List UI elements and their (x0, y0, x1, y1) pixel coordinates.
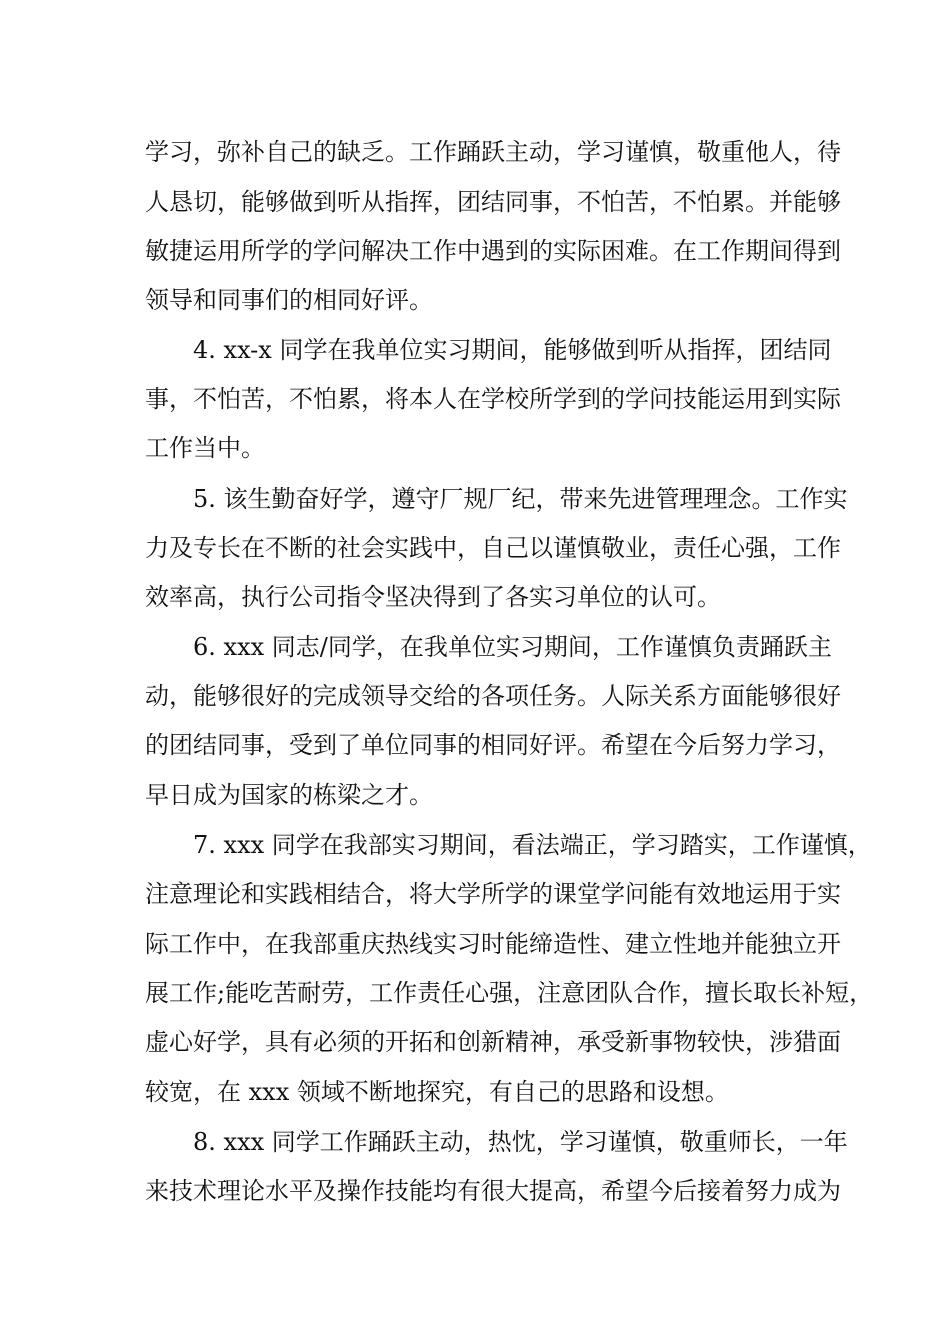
paragraph-line: 际工作中，在我部重庆热线实习时能缔造性、建立性地并能独立开 (145, 930, 841, 958)
paragraph-line: 4. xx-x 同学在我单位实习期间，能够做到听从指挥，团结同 (193, 336, 832, 364)
paragraph-line: 人恳切，能够做到听从指挥，团结同事，不怕苦，不怕累。并能够 (145, 188, 841, 216)
paragraph-line: 展工作;能吃苦耐劳，工作责任心强，注意团队合作，擅长取长补短， (145, 979, 874, 1007)
paragraph-line: 事，不怕苦，不怕累，将本人在学校所学到的学问技能运用到实际 (145, 385, 841, 413)
paragraph-line: 虚心好学，具有必须的开拓和创新精神，承受新事物较快，涉猎面 (145, 1028, 841, 1056)
paragraph-line: 5. 该生勤奋好学，遵守厂规厂纪，带来先进管理理念。工作实 (193, 485, 848, 513)
paragraph-line: 的团结同事，受到了单位同事的相同好评。希望在今后努力学习， (145, 731, 841, 759)
paragraph-line: 学习，弥补自己的缺乏。工作踊跃主动，学习谨慎，敬重他人，待 (145, 138, 841, 166)
paragraph-line: 注意理论和实践相结合，将大学所学的课堂学问能有效地运用于实 (145, 880, 841, 908)
paragraph-line: 力及专长在不断的社会实践中，自己以谨慎敬业，责任心强，工作 (145, 534, 841, 562)
paragraph-line: 较宽，在 xxx 领域不断地探究，有自己的思路和设想。 (145, 1078, 729, 1106)
paragraph-line: 来技术理论水平及操作技能均有很大提高，希望今后接着努力成为 (145, 1177, 841, 1205)
paragraph-line: 敏捷运用所学的学问解决工作中遇到的实际困难。在工作期间得到 (145, 237, 841, 265)
paragraph-line: 早日成为国家的栋梁之才。 (145, 781, 433, 809)
paragraph-line: 效率高，执行公司指令坚决得到了各实习单位的认可。 (145, 583, 721, 611)
paragraph-line: 工作当中。 (145, 434, 265, 462)
paragraph-line: 领导和同事们的相同好评。 (145, 286, 433, 314)
paragraph-line: 7. xxx 同学在我部实习期间，看法端正，学习踏实，工作谨慎， (193, 831, 872, 859)
paragraph-line: 8. xxx 同学工作踊跃主动，热忱，学习谨慎，敬重师长，一年 (193, 1128, 848, 1156)
paragraph-line: 6. xxx 同志/同学，在我单位实习期间，工作谨慎负责踊跃主 (193, 633, 832, 661)
paragraph-line: 动，能够很好的完成领导交给的各项任务。人际关系方面能够很好 (145, 682, 841, 710)
